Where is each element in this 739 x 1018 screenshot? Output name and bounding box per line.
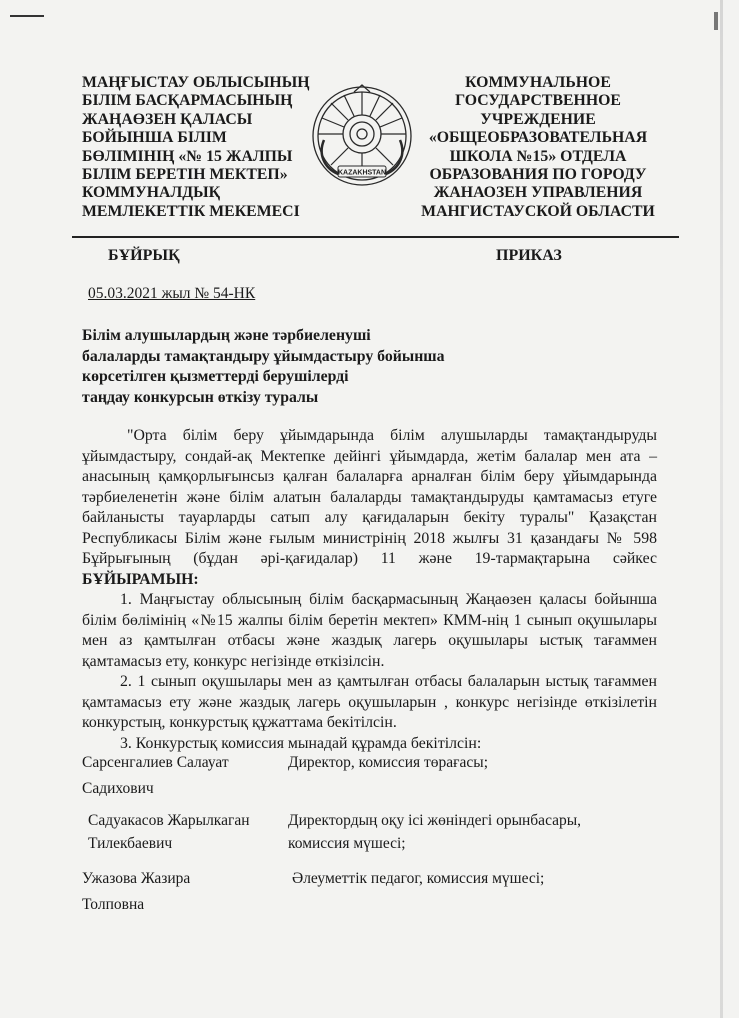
- scan-mark-right: [714, 12, 718, 30]
- member-role: Директор, комиссия төрағасы;: [288, 754, 488, 771]
- preamble-text: "Орта білім беру ұйымдарында білім алушыларды тамақтандыруды ұйымдастыру, сондай-ақ Мектепке дейінгі ұйымдарда, жетім балалар мен ата –анасының қамқорлығынсыз қалған балаларға арналған білім беру ұйымдарында тәрбиеленетін және білім алатын балаларды тамақтандыруды қамтамасыз етуге байланысты тауарларды сатып алу қағидаларын бекіту туралы" Қазақстан Республикасы Білім және ғылым министрінің 2018 жылғы 31 қазандағы № 598 Бұйрығының (бұдан әрі-қағидалар) 11 және 19-тармақтарына сәйкес: [82, 427, 657, 567]
- scan-edge-shadow: [720, 0, 723, 1018]
- order-body: [82, 426, 657, 754]
- commission-member: [82, 808, 682, 860]
- header-right-line: МАНГИСТАУСКОЙ ОБЛАСТИ: [421, 202, 655, 220]
- subject-line: таңдау конкурсын өткізу туралы: [82, 388, 319, 406]
- item-1: 1. Маңғыстау облысының білім басқармасының Жаңаөзен қаласы бойынша білім бөлімінің «№15 жалпы білім беретін мектеп» КММ-нің 1 сынып оқушылары мен аз қамтылған отбасы және жаздық лагерь оқушылары ыстық тағаммен қамтамасыз ету, конкурс негізінде өткізілсін.: [82, 591, 657, 670]
- header-left-line: БӨЛІМІНІҢ «№ 15 ЖАЛПЫ: [82, 147, 293, 165]
- scan-mark: [10, 15, 44, 17]
- member-name: Ужазова Жазира: [82, 870, 191, 887]
- subject-line: Білім алушылардың және тәрбиеленуші: [82, 327, 371, 344]
- order-title-ru: ПРИКАЗ: [496, 247, 562, 264]
- member-name: Садуакасов Жарылкаган: [88, 812, 250, 829]
- member-role-cont: комиссия мүшесі;: [288, 835, 406, 852]
- header-right-line: КОММУНАЛЬНОЕ: [465, 74, 611, 91]
- member-patronymic: Толповна: [82, 896, 145, 913]
- member-patronymic: Тилекбаевич: [88, 835, 173, 852]
- command-word: БҰЙЫРАМЫН:: [82, 570, 199, 588]
- header-left-line: ЖАҢАӨЗЕН ҚАЛАСЫ: [82, 110, 253, 128]
- subject-line: көрсетілген қызметтерді берушілерді: [82, 368, 349, 385]
- header-left-line: БІЛІМ БАСҚАРМАСЫНЫҢ: [82, 92, 293, 110]
- order-title-kz: БҰЙРЫҚ: [108, 247, 180, 264]
- preamble-paragraph: [82, 426, 657, 590]
- member-role: Директордың оқу ісі жөніндегі орынбасары,: [288, 812, 582, 829]
- header-left-line: МАҢҒЫСТАУ ОБЛЫСЫНЫҢ: [82, 74, 310, 91]
- header-right-line: ОБРАЗОВАНИЯ ПО ГОРОДУ: [429, 166, 647, 184]
- commission-member: [82, 866, 682, 918]
- header-right-line: УЧРЕЖДЕНИЕ: [480, 110, 596, 128]
- subject-line: балаларды тамақтандыру ұйымдастыру бойынша: [82, 347, 445, 365]
- member-role: Әлеуметтік педагог, комиссия мүшесі;: [292, 870, 545, 887]
- header-right-line: ГОСУДАРСТВЕННОЕ: [455, 92, 621, 110]
- header-right-line: ЖАНАОЗЕН УПРАВЛЕНИЯ: [433, 184, 643, 202]
- state-emblem-icon: [310, 84, 414, 188]
- header-kazakh-organization: [82, 74, 310, 221]
- item-2: 2. 1 сынып оқушылары мен аз қамтылған отбасы балаларын ыстық тағаммен қамтамасыз ету және жаздық лагерь оқушыларын , конкурс негізінде өткізілетін конкурстың, конкурстық құжаттама бекітілсін.: [82, 673, 657, 731]
- header-left-line: МЕМЛЕКЕТТІК МЕКЕМЕСІ: [82, 202, 300, 220]
- item-3: 3. Конкурстық комиссия мынадай құрамда бекітілсін:: [120, 734, 482, 752]
- header-right-line: «ОБЩЕОБРАЗОВАТЕЛЬНАЯ: [428, 129, 648, 147]
- header-left-line: БІЛІМ БЕРЕТІН МЕКТЕП»: [82, 166, 288, 184]
- header-right-line: ШКОЛА №15» ОТДЕЛА: [449, 147, 627, 165]
- commission-member: [82, 750, 682, 802]
- member-patronymic: Садихович: [82, 780, 154, 797]
- emblem-caption: KAZAKHSTAN: [337, 169, 387, 177]
- order-subject: [82, 326, 445, 408]
- header-russian-organization: [408, 74, 668, 221]
- member-name: Сарсенгалиев Салауат: [82, 754, 229, 771]
- order-date-number: 05.03.2021 жыл № 54-НК: [88, 285, 256, 302]
- header-divider: [72, 236, 679, 238]
- header-left-line: КОММУНАЛДЫҚ: [82, 184, 221, 202]
- header-left-line: БОЙЫНША БІЛІМ: [82, 129, 227, 147]
